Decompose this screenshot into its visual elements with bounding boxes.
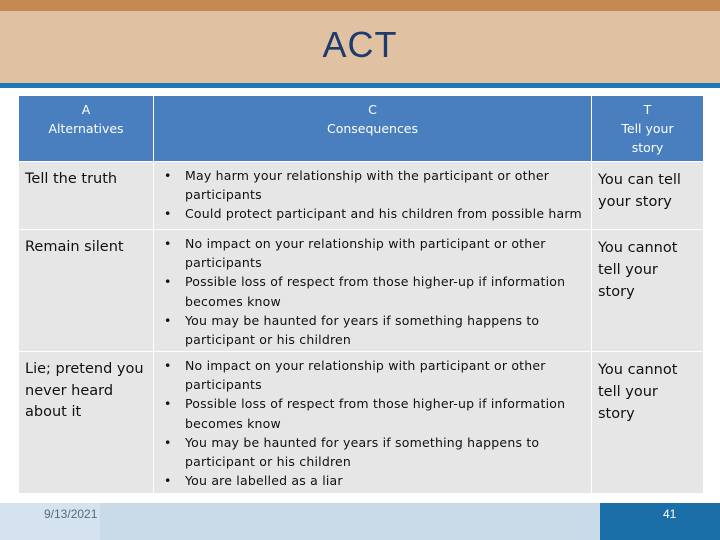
tell-story-cell: You cannot tell your story (592, 230, 704, 352)
alternative-cell: Remain silent (19, 230, 154, 352)
bullet-icon: • (164, 236, 172, 251)
page-number: 41 (663, 507, 677, 521)
bullet-icon: • (164, 206, 172, 222)
list-item: • No impact on your relationship with participant or other participants (164, 358, 546, 393)
header-consequences: C Consequences (154, 96, 592, 162)
alternative-cell: Lie; pretend you never heard about it (19, 352, 154, 494)
bullet-icon: • (164, 312, 172, 328)
header-tell-your-story: T Tell your story (592, 96, 704, 162)
act-table (18, 95, 704, 494)
bullet-icon: • (164, 358, 172, 373)
bullet-icon: • (164, 396, 172, 412)
tell-story-cell: You cannot tell your story (592, 352, 704, 494)
list-item: • You are labelled as a liar (160, 471, 587, 490)
tell-story-cell: You can tell your story (592, 162, 704, 230)
slide-title: ACT (322, 24, 398, 65)
bullet-icon: • (164, 168, 172, 183)
table-header-row (19, 96, 704, 162)
list-item: • Could protect participant and his children from possible harm (160, 204, 587, 223)
consequences-cell (154, 352, 592, 494)
bullet-icon: • (164, 274, 172, 290)
consequences-cell (154, 162, 592, 230)
footer-light-panel (100, 503, 600, 540)
list-item: • You may be haunted for years if something happens to participant or his children (164, 312, 540, 348)
top-accent-strip (0, 0, 720, 11)
list-item: • No impact on your relationship with participant or other participants (164, 236, 546, 271)
table-row (19, 230, 704, 352)
table-row (19, 352, 704, 494)
table-row (19, 162, 704, 230)
title-divider (0, 83, 720, 88)
alternative-cell: Tell the truth (19, 162, 154, 230)
consequence-list (160, 234, 587, 349)
consequences-cell (154, 230, 592, 352)
list-item: • May harm your relationship with the participant or other participants (164, 168, 550, 203)
list-item: • Possible loss of respect from those higher-up if information becomes know (164, 274, 566, 309)
list-item: • You may be haunted for years if something happens to participant or his children (164, 434, 540, 470)
header-alternatives: A Alternatives (19, 96, 154, 162)
footer-date: 9/13/2021 (44, 507, 98, 521)
consequence-list (160, 356, 587, 490)
bullet-icon: • (164, 473, 172, 489)
bullet-icon: • (164, 434, 172, 450)
list-item: • Possible loss of respect from those higher-up if information becomes know (164, 396, 566, 431)
consequence-list (160, 166, 587, 224)
